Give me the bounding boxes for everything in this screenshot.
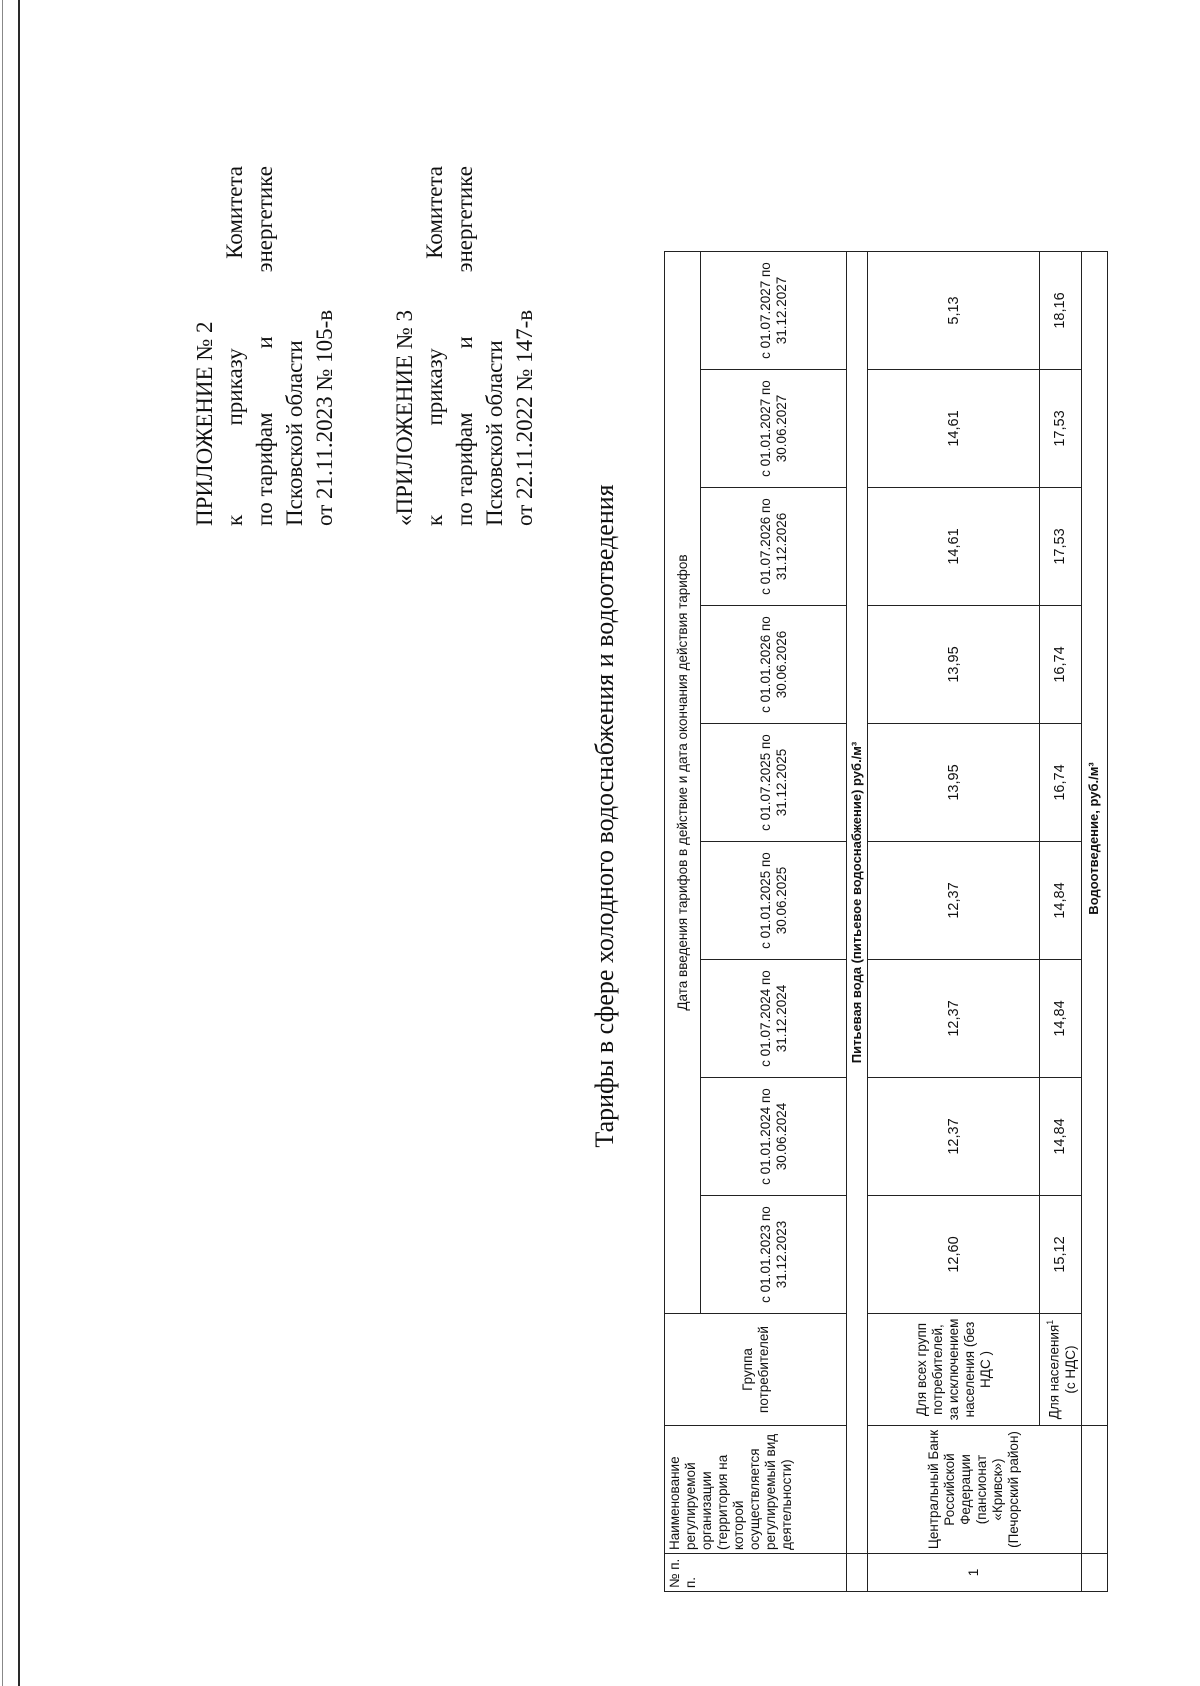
period-header: с 01.07.2027 по 31.12.2027: [701, 252, 847, 370]
appendix-line: к приказу Комитета: [422, 166, 447, 526]
header-date-range: Дата введения тарифов в действие и дата окончания действия тарифов: [665, 252, 701, 1314]
section-drinking-water: Питьевая вода (питьевое водоснабжение) руб./м³: [847, 252, 868, 1554]
document-title: Тарифы в сфере холодного водоснабжения и водоотведения: [590, 484, 619, 1148]
tariff-value-cell: 16,74: [1040, 606, 1082, 724]
tariff-table: [664, 251, 1108, 1592]
appendix-title: «ПРИЛОЖЕНИЕ № 3: [392, 309, 417, 526]
tariff-value-cell: 16,74: [1040, 724, 1082, 842]
tariff-value-cell: 15,12: [1040, 1196, 1082, 1314]
tariff-value-cell: 17,53: [1040, 488, 1082, 606]
appendix-line: по тарифам и энергетике: [252, 166, 277, 526]
consumer-group-population: Для населения$^1$ (с НДС): [1040, 1314, 1082, 1426]
tariff-value-cell: 14,84: [1040, 1078, 1082, 1196]
tariff-value-cell: 13,95: [868, 606, 1040, 724]
tariff-value-cell: 14,84: [1040, 842, 1082, 960]
appendix-date: от 22.11.2022 № 147-в: [512, 309, 537, 526]
tariff-value-cell: 12,37: [868, 960, 1040, 1078]
tariff-value-cell: 13,95: [868, 724, 1040, 842]
tariff-value-cell: 18,16: [1040, 252, 1082, 370]
period-header: с 01.01.2023 по 31.12.2023: [701, 1196, 847, 1314]
period-header: с 01.01.2024 по 30.06.2024: [701, 1078, 847, 1196]
appendix-header-previous: [390, 166, 540, 526]
period-header: с 01.07.2024 по 31.12.2024: [701, 960, 847, 1078]
tariff-value-cell: 14,84: [1040, 960, 1082, 1078]
tariff-value-cell: 12,37: [868, 1078, 1040, 1196]
appendix-line: по тарифам и энергетике: [452, 166, 477, 526]
appendix-region: Псковской области: [482, 340, 507, 526]
consumer-group-all: Для всех групп потребителей, за исключением населения (без НДС ): [868, 1314, 1040, 1426]
organization-name: Центральный Банк Российской Федерации (пансионат «Кривск») (Печорский район): [868, 1426, 1082, 1554]
tariff-value-cell: 12,60: [868, 1196, 1040, 1314]
row-number: 1: [868, 1554, 1082, 1592]
empty-cell: [847, 1554, 868, 1592]
tariff-value-cell: 14,61: [868, 370, 1040, 488]
period-header: с 01.01.2025 по 30.06.2025: [701, 842, 847, 960]
tariff-value-cell: 12,37: [868, 842, 1040, 960]
empty-cell: [1081, 1426, 1107, 1554]
tariff-value-cell: 17,53: [1040, 370, 1082, 488]
header-number: № п. п.: [665, 1554, 847, 1592]
appendix-title: ПРИЛОЖЕНИЕ № 2: [192, 321, 217, 526]
header-consumer-group: Группа потребителей: [665, 1314, 847, 1426]
period-header: с 01.07.2026 по 31.12.2026: [701, 488, 847, 606]
period-header: с 01.01.2026 по 30.06.2026: [701, 606, 847, 724]
tariff-value-cell: 5,13: [868, 252, 1040, 370]
period-header: с 01.01.2027 по 30.06.2027: [701, 370, 847, 488]
header-organization: Наименование регулируемой организации (территория на которой осуществляется регулируемый вид деятельности): [665, 1426, 847, 1554]
section-sewage: Водоотведение, руб./м³: [1081, 252, 1107, 1426]
appendix-date: от 21.11.2023 № 105-в: [312, 309, 337, 526]
tariff-value-cell: 14,61: [868, 488, 1040, 606]
appendix-line: к приказу Комитета: [222, 166, 247, 526]
appendix-header-current: [190, 166, 340, 526]
period-header: с 01.07.2025 по 31.12.2025: [701, 724, 847, 842]
empty-cell: [1081, 1554, 1107, 1592]
appendix-region: Псковской области: [282, 340, 307, 526]
